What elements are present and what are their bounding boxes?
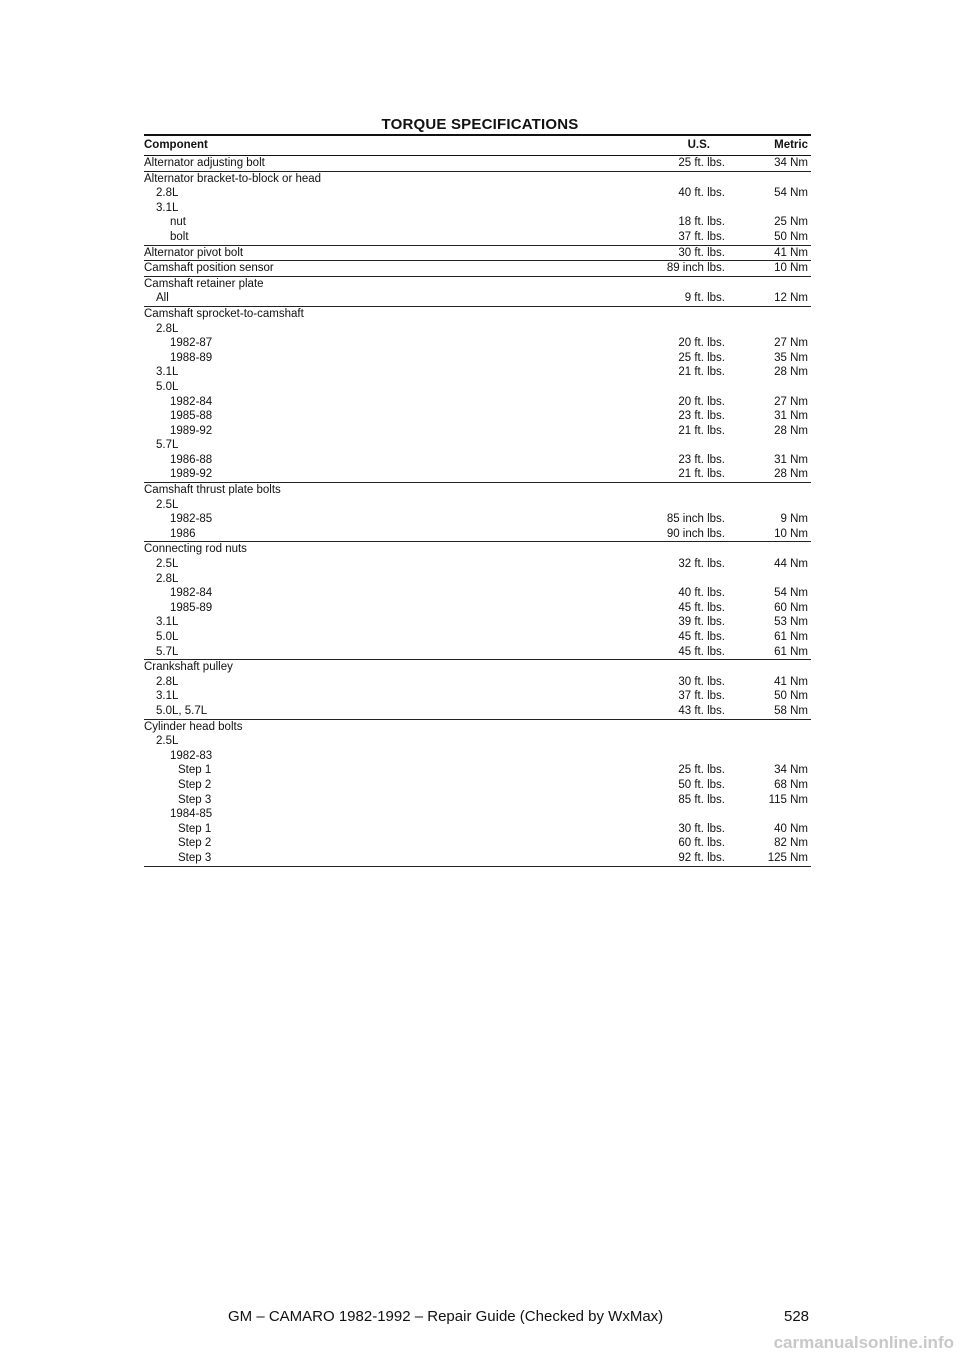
table-row <box>144 453 811 468</box>
component-cell: Camshaft position sensor <box>144 262 274 275</box>
table-row <box>144 156 811 172</box>
table-row <box>144 822 811 837</box>
table-row <box>144 749 811 764</box>
component-cell: 2.8L <box>156 675 179 688</box>
component-cell: 1989-92 <box>170 468 213 481</box>
table-body <box>144 156 811 867</box>
metric-value-cell: 125 Nm <box>767 851 808 864</box>
table-row <box>144 483 811 498</box>
metric-value-cell: 50 Nm <box>774 230 808 243</box>
component-cell: 5.0L <box>156 380 179 393</box>
component-cell: 1985-89 <box>170 601 213 614</box>
us-value-cell: 85 ft. lbs. <box>678 793 725 806</box>
page-title: TORQUE SPECIFICATIONS <box>381 116 579 133</box>
metric-value-cell: 25 Nm <box>774 216 808 229</box>
us-value-cell: 40 ft. lbs. <box>678 587 725 600</box>
us-value-cell: 9 ft. lbs. <box>684 292 725 305</box>
component-cell: 5.7L <box>156 645 179 658</box>
metric-value-cell: 28 Nm <box>774 424 808 437</box>
table-row <box>144 601 811 616</box>
table-row <box>144 307 811 322</box>
table-row <box>144 734 811 749</box>
component-cell: 1982-84 <box>170 587 213 600</box>
component-cell: 1989-92 <box>170 424 213 437</box>
table-header <box>144 134 811 156</box>
us-value-cell: 40 ft. lbs. <box>678 187 725 200</box>
metric-value-cell: 44 Nm <box>774 558 808 571</box>
us-value-cell: 45 ft. lbs. <box>678 601 725 614</box>
us-value-cell: 60 ft. lbs. <box>678 837 725 850</box>
table-row <box>144 763 811 778</box>
component-cell: 2.5L <box>156 558 179 571</box>
table-row <box>144 395 811 410</box>
watermark: carmanualsonline.info <box>773 1333 954 1352</box>
table-row <box>144 586 811 601</box>
component-cell: Alternator pivot bolt <box>144 246 244 259</box>
us-value-cell: 30 ft. lbs. <box>678 822 725 835</box>
table-row <box>144 720 811 735</box>
table-row <box>144 851 811 867</box>
table-row <box>144 557 811 572</box>
component-cell: All <box>156 292 169 305</box>
metric-value-cell: 34 Nm <box>774 764 808 777</box>
component-cell: 5.0L <box>156 631 179 643</box>
metric-value-cell: 61 Nm <box>774 645 808 658</box>
component-cell: 1986-88 <box>170 453 213 466</box>
component-cell: Step 2 <box>178 778 212 791</box>
us-value-cell: 90 inch lbs. <box>666 527 725 540</box>
metric-value-cell: 12 Nm <box>774 292 808 305</box>
component-cell: 5.0L, 5.7L <box>156 704 208 717</box>
table-row <box>144 351 811 366</box>
component-cell: Camshaft thrust plate bolts <box>144 484 281 497</box>
us-value-cell: 30 ft. lbs. <box>678 675 725 688</box>
component-cell: 1986 <box>170 527 196 540</box>
table-row <box>144 409 811 424</box>
torque-spec-table <box>144 134 811 867</box>
us-value-cell: 32 ft. lbs. <box>678 558 725 571</box>
us-value-cell: 45 ft. lbs. <box>678 631 725 643</box>
us-value-cell: 21 ft. lbs. <box>678 468 725 481</box>
component-cell: 1982-85 <box>170 513 213 526</box>
metric-value-cell: 28 Nm <box>774 366 808 379</box>
table-row <box>144 660 811 675</box>
us-value-cell: 23 ft. lbs. <box>678 453 725 466</box>
header-us: U.S. <box>687 139 710 151</box>
us-value-cell: 21 ft. lbs. <box>678 424 725 437</box>
table-row <box>144 467 811 483</box>
us-value-cell: 20 ft. lbs. <box>678 395 725 408</box>
table-row <box>144 615 811 630</box>
us-value-cell: 20 ft. lbs. <box>678 337 725 350</box>
us-value-cell: 18 ft. lbs. <box>678 216 725 229</box>
component-cell: Step 1 <box>178 764 212 777</box>
us-value-cell: 23 ft. lbs. <box>678 410 725 423</box>
component-cell: 1982-87 <box>170 337 213 350</box>
header-metric: Metric <box>774 139 808 151</box>
page-number: 528 <box>784 1308 810 1325</box>
component-cell: 3.1L <box>156 366 179 379</box>
us-value-cell: 89 inch lbs. <box>666 262 725 275</box>
table-row <box>144 836 811 851</box>
component-cell: 3.1L <box>156 616 179 629</box>
us-value-cell: 37 ft. lbs. <box>678 690 725 703</box>
metric-value-cell: 27 Nm <box>774 395 808 408</box>
component-cell: Step 3 <box>178 851 212 864</box>
component-cell: Cylinder head bolts <box>144 720 243 733</box>
component-cell: 1988-89 <box>170 351 213 364</box>
table-row <box>144 246 811 262</box>
metric-value-cell: 31 Nm <box>774 410 808 423</box>
table-row <box>144 572 811 587</box>
component-cell: Step 2 <box>178 837 212 850</box>
metric-value-cell: 58 Nm <box>774 704 808 717</box>
component-cell: 1982-83 <box>170 749 213 762</box>
header-component: Component <box>144 139 208 151</box>
component-cell: 2.5L <box>156 735 179 748</box>
table-row <box>144 630 811 645</box>
metric-value-cell: 50 Nm <box>774 690 808 703</box>
metric-value-cell: 34 Nm <box>774 157 808 169</box>
component-cell: Crankshaft pulley <box>144 661 233 674</box>
component-cell: 2.8L <box>156 322 179 335</box>
table-row <box>144 291 811 307</box>
footer-text: GM – CAMARO 1982-1992 – Repair Guide (Checked by WxMax) <box>228 1308 664 1325</box>
metric-value-cell: 9 Nm <box>780 513 808 526</box>
table-row <box>144 793 811 808</box>
component-cell: Alternator adjusting bolt <box>144 157 265 169</box>
table-row <box>144 424 811 439</box>
table-row <box>144 527 811 543</box>
metric-value-cell: 41 Nm <box>774 246 808 259</box>
component-cell: 1985-88 <box>170 410 213 423</box>
component-cell: Camshaft retainer plate <box>144 277 264 290</box>
metric-value-cell: 35 Nm <box>774 351 808 364</box>
table-row <box>144 498 811 513</box>
component-cell: 3.1L <box>156 201 179 214</box>
table-row <box>144 542 811 557</box>
us-value-cell: 25 ft. lbs. <box>678 764 725 777</box>
table-row <box>144 807 811 822</box>
component-cell: 2.5L <box>156 498 179 511</box>
component-cell: bolt <box>170 230 189 243</box>
table-row <box>144 380 811 395</box>
table-row <box>144 336 811 351</box>
us-value-cell: 37 ft. lbs. <box>678 230 725 243</box>
component-cell: nut <box>170 216 186 229</box>
table-row <box>144 365 811 380</box>
metric-value-cell: 82 Nm <box>774 837 808 850</box>
metric-value-cell: 10 Nm <box>774 262 808 275</box>
table-row <box>144 689 811 704</box>
component-cell: 5.7L <box>156 439 179 452</box>
table-row <box>144 261 811 277</box>
us-value-cell: 30 ft. lbs. <box>678 246 725 259</box>
table-row <box>144 438 811 453</box>
table-row <box>144 215 811 230</box>
table-row <box>144 230 811 246</box>
us-value-cell: 45 ft. lbs. <box>678 645 725 658</box>
metric-value-cell: 53 Nm <box>774 616 808 629</box>
metric-value-cell: 54 Nm <box>774 587 808 600</box>
component-cell: Connecting rod nuts <box>144 543 247 556</box>
metric-value-cell: 10 Nm <box>774 527 808 540</box>
table-row <box>144 512 811 527</box>
table-row <box>144 675 811 690</box>
component-cell: 2.8L <box>156 187 179 200</box>
metric-value-cell: 28 Nm <box>774 468 808 481</box>
table-row <box>144 201 811 216</box>
us-value-cell: 25 ft. lbs. <box>678 157 725 169</box>
table-row <box>144 186 811 201</box>
metric-value-cell: 61 Nm <box>774 631 808 643</box>
table-row <box>144 704 811 720</box>
us-value-cell: 25 ft. lbs. <box>678 351 725 364</box>
metric-value-cell: 41 Nm <box>774 675 808 688</box>
metric-value-cell: 40 Nm <box>774 822 808 835</box>
component-cell: Step 3 <box>178 793 212 806</box>
metric-value-cell: 31 Nm <box>774 453 808 466</box>
metric-value-cell: 68 Nm <box>774 778 808 791</box>
table-row <box>144 778 811 793</box>
us-value-cell: 92 ft. lbs. <box>678 851 725 864</box>
metric-value-cell: 115 Nm <box>768 793 808 806</box>
us-value-cell: 50 ft. lbs. <box>678 778 725 791</box>
component-cell: 3.1L <box>156 690 179 703</box>
metric-value-cell: 54 Nm <box>774 187 808 200</box>
component-cell: 1984-85 <box>170 808 213 821</box>
component-cell: Step 1 <box>178 822 212 835</box>
table-row <box>144 645 811 661</box>
table-row <box>144 172 811 187</box>
metric-value-cell: 27 Nm <box>774 337 808 350</box>
component-cell: Alternator bracket-to-block or head <box>144 172 322 185</box>
component-cell: 1982-84 <box>170 395 213 408</box>
us-value-cell: 39 ft. lbs. <box>678 616 725 629</box>
us-value-cell: 43 ft. lbs. <box>678 704 725 717</box>
us-value-cell: 21 ft. lbs. <box>678 366 725 379</box>
us-value-cell: 85 inch lbs. <box>666 513 725 526</box>
table-row <box>144 277 811 292</box>
component-cell: 2.8L <box>156 572 179 585</box>
metric-value-cell: 60 Nm <box>774 601 808 614</box>
component-cell: Camshaft sprocket-to-camshaft <box>144 307 304 320</box>
table-row <box>144 322 811 337</box>
